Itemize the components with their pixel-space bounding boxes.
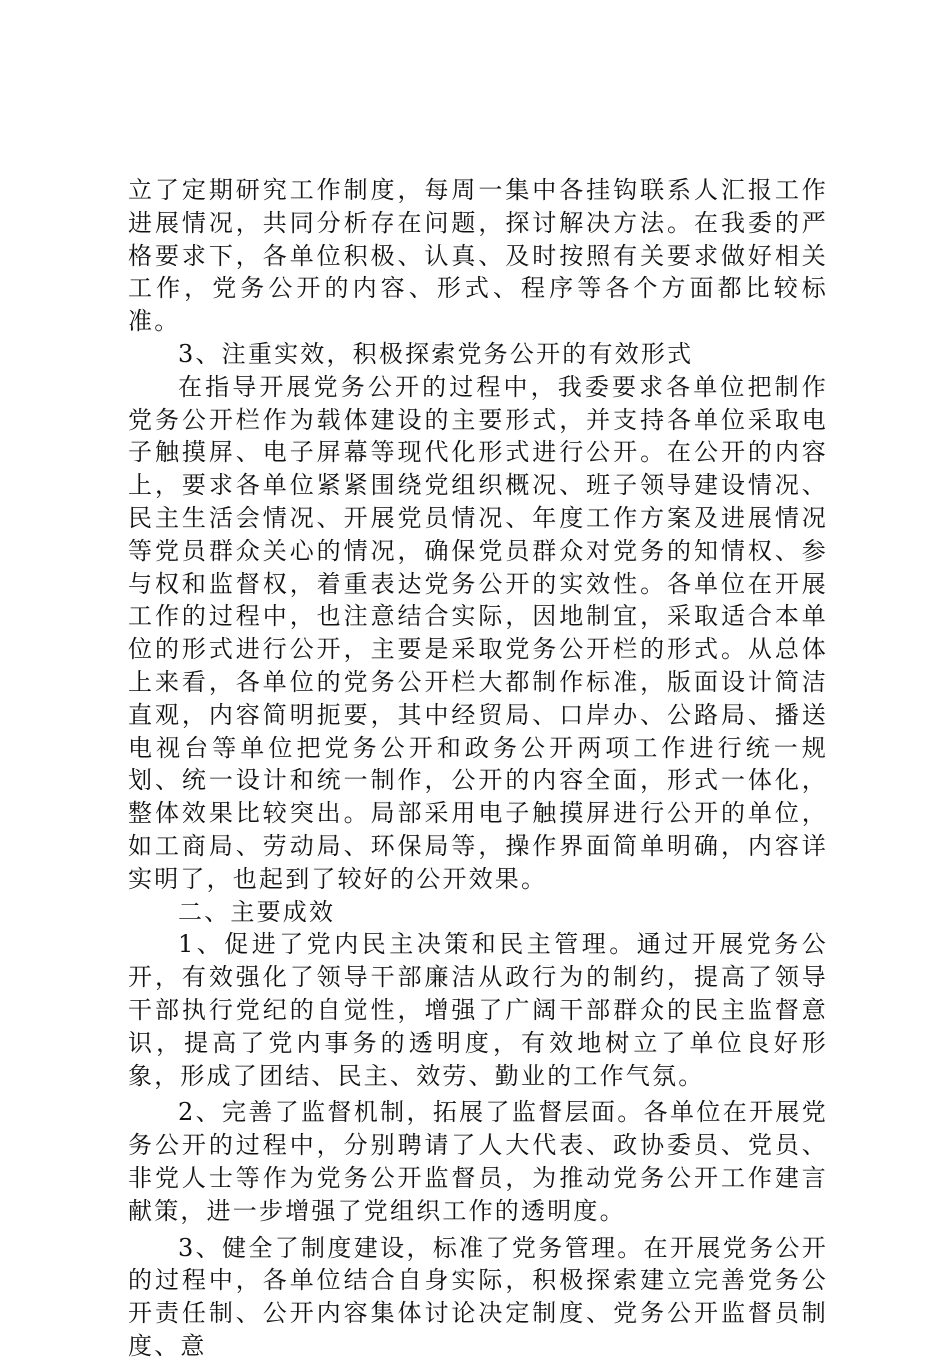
paragraph-result-2: 2、完善了监督机制，拓展了监督层面。各单位在开展党务公开的过程中，分别聘请了人大代表、政协委员、党员、非党人士等作为党务公开监督员，为推动党务公开工作建言献策，进一步增强了党组织工作的透明度。 [128, 1098, 828, 1225]
paragraph-continuation: 立了定期研究工作制度，每周一集中各挂钩联系人汇报工作进展情况，共同分析存在问题，探讨解决方法。在我委的严格要求下，各单位积极、认真、及时按照有关要求做好相关工作，党务公开的内容、形式、程序等各个方面都比较标准。 [128, 176, 828, 336]
section-heading-main-results: 二、主要成效 [178, 897, 336, 926]
paragraph-guidance: 在指导开展党务公开的过程中，我委要求各单位把制作党务公开栏作为载体建设的主要形式，并支持各单位采取电子触摸屏、电子屏幕等现代化形式进行公开。在公开的内容上，要求各单位紧紧围绕党组织概况、班子领导建设情况、民主生活会情况、开展党员情况、年度工作方案及进展情况等党员群众关心的情况，确保党员群众对党务的知情权、参与权和监督权，着重表达党务公开的实效性。各单位在开展工作的过程中，也注意结合实际，因地制宜，采取适合本单位的形式进行公开，主要是采取党务公开栏的形式。从总体上来看，各单位的党务公开栏大都制作标准，版面设计简洁直观，内容简明扼要，其中经贸局、口岸办、公路局、播送电视台等单位把党务公开和政务公开两项工作进行统一规划、统一设计和统一制作，公开的内容全面，形式一体化，整体效果比较突出。局部采用电子触摸屏进行公开的单位，如工商局、劳动局、环保局等，操作界面简单明确，内容详实明了，也起到了较好的公开效果。 [128, 372, 828, 893]
section-heading-3: 3、注重实效，积极探索党务公开的有效形式 [178, 339, 694, 368]
paragraph-result-1: 1、促进了党内民主决策和民主管理。通过开展党务公开，有效强化了领导干部廉洁从政行为的制约，提高了领导干部执行党纪的自觉性，增强了广阔干部群众的民主监督意识，提高了党内事务的透明度，有效地树立了单位良好形象，形成了团结、民主、效劳、勤业的工作气氛。 [128, 930, 828, 1090]
paragraph-result-3: 3、健全了制度建设，标准了党务管理。在开展党务公开的过程中，各单位结合自身实际，积极探索建立完善党务公开责任制、公开内容集体讨论决定制度、党务公开监督员制度、意 [128, 1233, 828, 1360]
document-body [128, 174, 828, 1363]
